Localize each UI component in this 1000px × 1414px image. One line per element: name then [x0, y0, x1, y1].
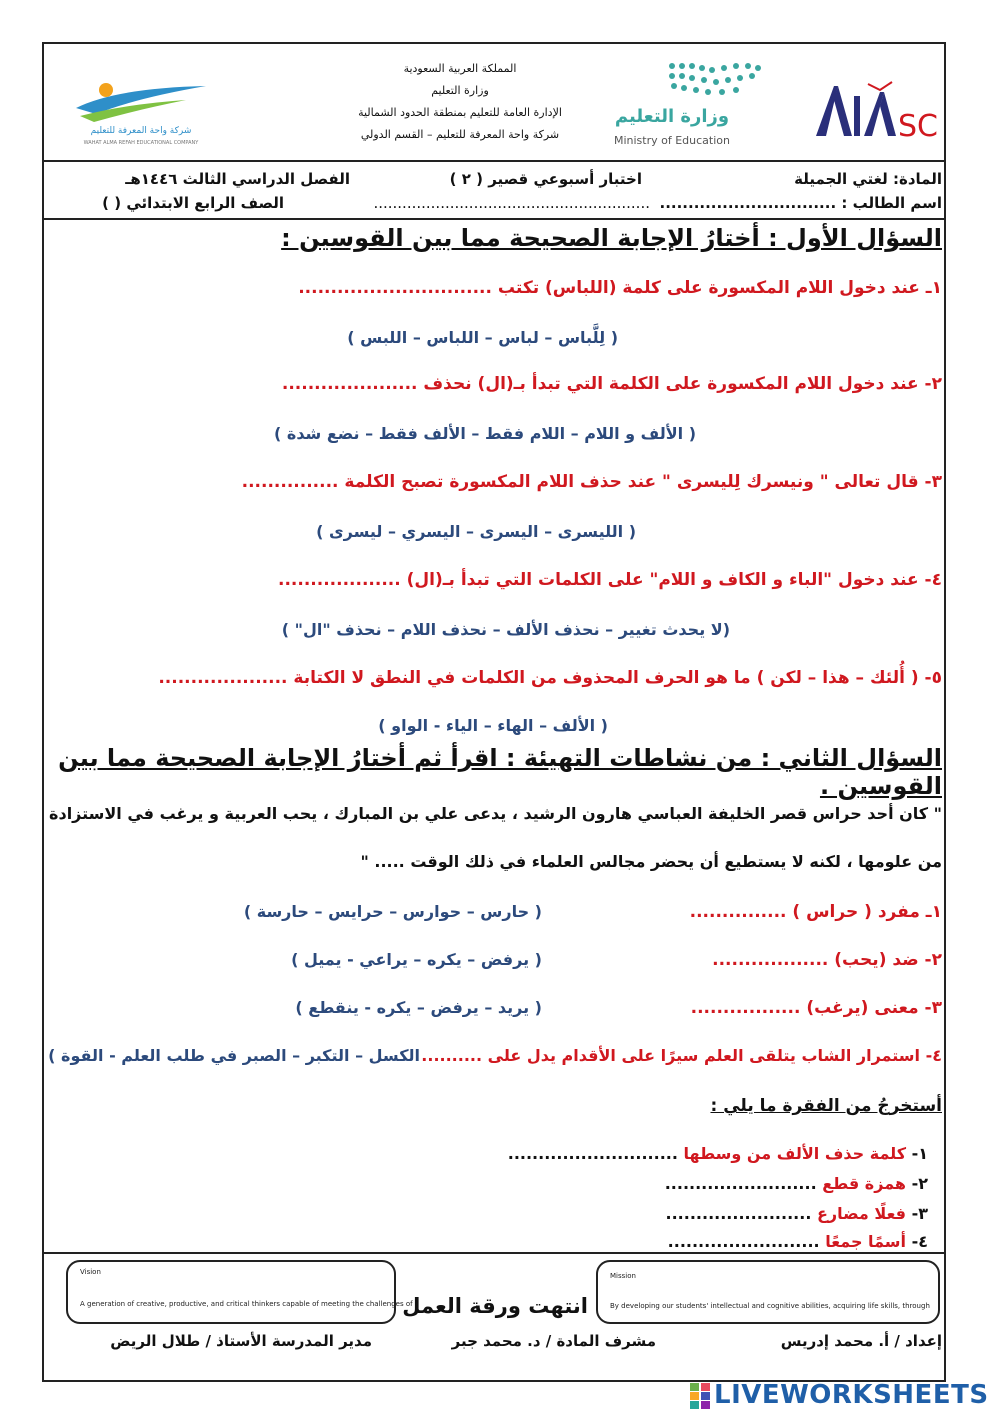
end-text: انتهت ورقة العمل	[402, 1294, 588, 1318]
exam-title: اختبار أسبوعي قصير ( ٢ )	[449, 170, 642, 188]
mission-box	[596, 1260, 940, 1324]
supervisor: مشرف المادة / د. محمد جبر	[451, 1332, 656, 1350]
q1-item-4: ٤- عند دخول "الباء و الكاف و اللام" على الكلمات التي تبدأ بـ(ال) ...................	[277, 570, 942, 590]
info-dots: ..........................................................	[373, 194, 650, 212]
vision-text: A generation of creative, productive, and critical thinkers capable of meeting the challenges of	[80, 1300, 413, 1308]
gov-line-2: وزارة التعليم	[431, 84, 489, 97]
mission-text: By developing our students' intellectual and cognitive abilities, acquiring life skills, through	[610, 1302, 930, 1310]
extract-num-3: ٣-	[911, 1204, 928, 1223]
extract-label-3: فعلًا مضارع	[816, 1204, 907, 1223]
q1-item-5: ٥- ( أُلئك – هذا – لكن ) ما هو الحرف المحذوف من الكلمات في النطق لا الكتابة ....................	[158, 668, 942, 688]
extract-num-2: ٢-	[911, 1174, 928, 1193]
q1-title: السؤال الأول : أختارُ الإجابة الصحيحة مما بين القوسين :	[281, 224, 942, 252]
q1-choices-1[interactable]: ( لِلَّباس – لباس – اللباس – اللبس )	[347, 328, 618, 347]
q2-title: السؤال الثاني : من نشاطات التهيئة : اقرأ ثم أختارُ الإجابة الصحيحة مما بين القوسين .	[58, 744, 942, 800]
q1-item-2: ٢- عند دخول اللام المكسورة على الكلمة التي تبدأ بـ(ال) نحذف .....................	[281, 374, 942, 394]
q2-choices-1[interactable]: ( حارس – حوارس – حرايس – حارسة )	[243, 902, 542, 921]
gov-line-1: المملكة العربية السعودية	[403, 62, 517, 75]
header-gov-text	[330, 58, 590, 146]
vision-title: Vision	[80, 1268, 101, 1276]
q2-item-2: ٢- ضد (يحب) ..................	[712, 950, 942, 970]
extract-label-2: همزة قطع	[822, 1174, 907, 1193]
q2-item-3: ٣- معنى (يرغب) .................	[690, 998, 942, 1018]
q2-passage-line-1: " كان أحد حراس قصر الخليفة العباسي هارون الرشيد ، يدعى علي بن المبارك ، يحب العربية و يرغب في الاستزادة	[49, 804, 942, 823]
mission-title: Mission	[610, 1272, 636, 1280]
extract-item-4	[668, 1232, 928, 1251]
student-name-field[interactable]: اسم الطالب : ...............................	[659, 194, 942, 212]
liveworksheets-watermark	[690, 1380, 990, 1412]
left-logo-caption-en: WAHAT ALMA REFAH EDUCATIONAL COMPANY	[83, 140, 199, 146]
moe-logo	[612, 58, 782, 154]
q1-item-3: ٣- قال تعالى " ونيسرك لِليسرى " عند حذف اللام المكسورة تصبح الكلمة ...............	[241, 472, 942, 492]
extract-num-1: ١-	[911, 1144, 928, 1163]
q2-item-1: ١ـ مفرد ( حراس ) ...............	[689, 902, 942, 922]
term-label: الفصل الدراسي الثالث ١٤٤٦هـ	[125, 170, 350, 188]
q2-choices-2[interactable]: ( يرفض – يكره – يراعي - يميل )	[291, 950, 542, 969]
info-divider	[42, 218, 946, 220]
left-logo	[66, 78, 216, 150]
q2-passage-line-2: من علومها ، لكنه لا يستطيع أن يحضر مجالس العلماء في ذلك الوقت ..... "	[360, 852, 942, 871]
left-logo-caption-ar: شركة واحة المعرفة للتعليم	[90, 126, 192, 136]
extract-label-4: أسمًا جمعًا	[825, 1232, 907, 1251]
svg-text:SC: SC	[898, 109, 938, 144]
moe-logo-en: Ministry of Education	[613, 134, 730, 147]
extract-answer-2[interactable]: .........................	[664, 1174, 823, 1193]
q2-choices-4[interactable]: الكسل – التكبر – الصبر في طلب العلم - القوة )	[48, 1046, 420, 1065]
school-logo	[808, 70, 938, 150]
extract-answer-1[interactable]: ............................	[507, 1144, 684, 1163]
extract-num-4: ٤-	[911, 1232, 928, 1251]
extract-item-3	[666, 1204, 928, 1223]
extract-answer-3[interactable]: ........................	[665, 1204, 817, 1223]
moe-logo-ar: وزارة التعليم	[614, 106, 730, 127]
extract-label-1: كلمة حذف الألف من وسطها	[683, 1144, 907, 1163]
q1-choices-5[interactable]: ( الألف – الهاء – الياء - الواو )	[378, 716, 608, 735]
gov-line-4: شركة واحة المعرفة للتعليم – القسم الدولي	[360, 128, 560, 141]
watermark-text: LIVEWORKSHEETS	[714, 1380, 989, 1410]
grade-label: الصف الرابع الابتدائي ( )	[102, 194, 284, 212]
gov-line-3: الإدارة العامة للتعليم بمنطقة الحدود الشمالية	[358, 106, 562, 119]
q2-choices-3[interactable]: ( يريد – يرفض – يكره - ينقطع )	[295, 998, 542, 1017]
extract-title: أستخرجُ من الفقرة ما يلي :	[710, 1096, 942, 1116]
extract-item-2	[665, 1174, 928, 1193]
header-divider	[42, 160, 946, 162]
extract-item-1	[508, 1144, 928, 1163]
q1-item-1: ١ـ عند دخول اللام المكسورة على كلمة (اللباس) تكتب ..............................	[298, 278, 942, 298]
vision-box	[66, 1260, 413, 1324]
prepared-by: إعداد / أ. محمد إدريس	[780, 1332, 942, 1350]
extract-answer-4[interactable]: .........................	[667, 1232, 826, 1251]
q1-choices-2[interactable]: ( الألف و اللام – اللام فقط – الألف فقط – نضع شدة )	[273, 424, 696, 443]
oasis-logo-icon	[66, 78, 216, 124]
q1-choices-4[interactable]: (لا يحدث تغيير – نحذف الألف – نحذف اللام – نحذف "ال" )	[281, 620, 730, 639]
q1-choices-3[interactable]: ( الليسرى – اليسرى – اليسري – ليسرى )	[316, 522, 636, 541]
q2-item-4: ٤- استمرار الشاب يتلقى العلم سيرًا على الأقدام يدل على ..........	[421, 1046, 942, 1065]
liveworksheets-icon	[690, 1383, 710, 1409]
footer-divider	[42, 1252, 946, 1254]
principal: مدير المدرسة الأستاذ / طلال الريض	[110, 1332, 372, 1350]
moe-dots-icon	[612, 58, 782, 108]
subject-label: المادة: لغتي الجميلة	[794, 170, 942, 188]
